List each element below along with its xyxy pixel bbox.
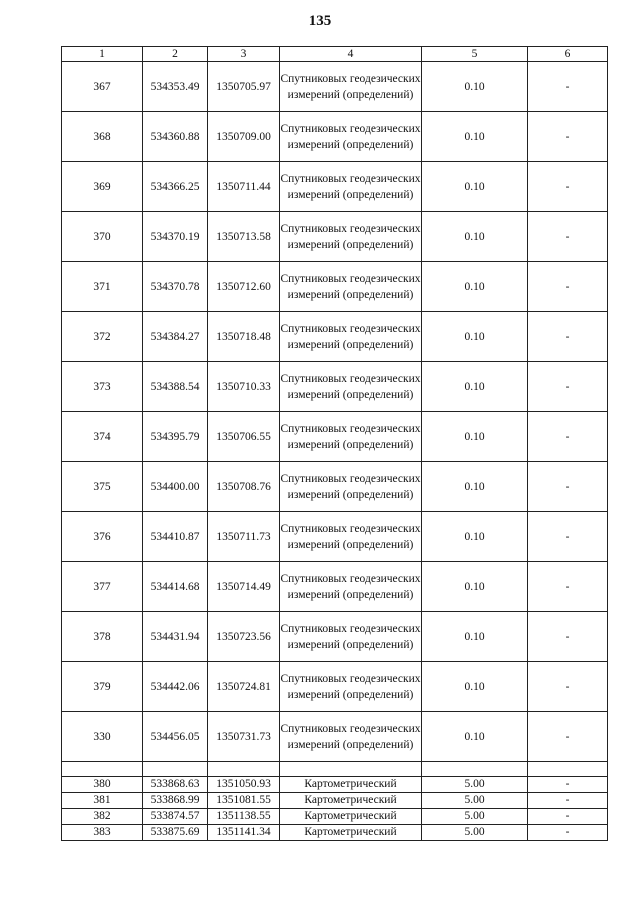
header-col-4: 4 — [280, 47, 422, 62]
cell-x-coordinate: 534360.88 — [143, 112, 208, 162]
cell-method: Спутниковых геодезических измерений (определений) — [280, 612, 422, 662]
cell-note: - — [528, 362, 608, 412]
table-row — [62, 362, 608, 412]
cell-point-number: 369 — [62, 162, 143, 212]
cell-x-coordinate: 534410.87 — [143, 512, 208, 562]
coordinates-table — [61, 46, 608, 841]
cell-y-coordinate: 1350712.60 — [208, 262, 280, 312]
cell-point-number: 372 — [62, 312, 143, 362]
cell-y-coordinate: 1350706.55 — [208, 412, 280, 462]
cell-accuracy: 0.10 — [422, 112, 528, 162]
table-row — [62, 412, 608, 462]
cell-accuracy: 0.10 — [422, 262, 528, 312]
cell-accuracy: 5.00 — [422, 777, 528, 793]
cell-method: Картометрический — [280, 809, 422, 825]
cell-y-coordinate: 1351081.55 — [208, 793, 280, 809]
cell-x-coordinate: 534456.05 — [143, 712, 208, 762]
cell-note: - — [528, 212, 608, 262]
cell-x-coordinate: 534395.79 — [143, 412, 208, 462]
cell-y-coordinate: 1350711.73 — [208, 512, 280, 562]
cell-point-number: 377 — [62, 562, 143, 612]
cell-note: - — [528, 462, 608, 512]
cell-x-coordinate: 534400.00 — [143, 462, 208, 512]
cell-method: Спутниковых геодезических измерений (определений) — [280, 362, 422, 412]
cell-y-coordinate: 1350714.49 — [208, 562, 280, 612]
cell-y-coordinate: 1350709.00 — [208, 112, 280, 162]
table-row — [62, 512, 608, 562]
empty-cell — [422, 762, 528, 777]
cell-x-coordinate: 534442.06 — [143, 662, 208, 712]
cell-point-number: 373 — [62, 362, 143, 412]
cell-note: - — [528, 793, 608, 809]
cell-accuracy: 0.10 — [422, 212, 528, 262]
cell-x-coordinate: 533875.69 — [143, 825, 208, 841]
cell-method: Спутниковых геодезических измерений (определений) — [280, 262, 422, 312]
cell-point-number: 382 — [62, 809, 143, 825]
table-header — [62, 47, 608, 62]
cell-method: Спутниковых геодезических измерений (определений) — [280, 112, 422, 162]
cell-y-coordinate: 1350705.97 — [208, 62, 280, 112]
table-row — [62, 112, 608, 162]
cell-point-number: 376 — [62, 512, 143, 562]
cell-accuracy: 5.00 — [422, 793, 528, 809]
cell-point-number: 330 — [62, 712, 143, 762]
cell-y-coordinate: 1350724.81 — [208, 662, 280, 712]
table-row — [62, 612, 608, 662]
cell-x-coordinate: 534388.54 — [143, 362, 208, 412]
table-row — [62, 162, 608, 212]
cell-point-number: 383 — [62, 825, 143, 841]
cell-point-number: 380 — [62, 777, 143, 793]
cell-method: Спутниковых геодезических измерений (определений) — [280, 512, 422, 562]
cell-point-number: 378 — [62, 612, 143, 662]
cell-y-coordinate: 1350711.44 — [208, 162, 280, 212]
header-col-2: 2 — [143, 47, 208, 62]
cell-method: Спутниковых геодезических измерений (определений) — [280, 562, 422, 612]
page-number: 135 — [308, 13, 332, 29]
cell-note: - — [528, 562, 608, 612]
table-row — [62, 562, 608, 612]
table-row — [62, 62, 608, 112]
cell-point-number: 370 — [62, 212, 143, 262]
cell-note: - — [528, 62, 608, 112]
table-row — [62, 662, 608, 712]
cell-y-coordinate: 1351050.93 — [208, 777, 280, 793]
cell-accuracy: 0.10 — [422, 62, 528, 112]
cell-method: Спутниковых геодезических измерений (определений) — [280, 712, 422, 762]
cell-y-coordinate: 1351141.34 — [208, 825, 280, 841]
table-row — [62, 312, 608, 362]
cell-x-coordinate: 534414.68 — [143, 562, 208, 612]
cell-accuracy: 0.10 — [422, 312, 528, 362]
cell-note: - — [528, 612, 608, 662]
cell-x-coordinate: 534370.78 — [143, 262, 208, 312]
cell-note: - — [528, 825, 608, 841]
cell-accuracy: 0.10 — [422, 662, 528, 712]
cell-accuracy: 0.10 — [422, 562, 528, 612]
cell-y-coordinate: 1350718.48 — [208, 312, 280, 362]
table-row — [62, 777, 608, 793]
cell-accuracy: 5.00 — [422, 809, 528, 825]
table-row — [62, 262, 608, 312]
empty-cell — [208, 762, 280, 777]
header-col-6: 6 — [528, 47, 608, 62]
cell-x-coordinate: 534353.49 — [143, 62, 208, 112]
cell-method: Спутниковых геодезических измерений (определений) — [280, 312, 422, 362]
table-row — [62, 462, 608, 512]
cell-method: Картометрический — [280, 825, 422, 841]
empty-cell — [143, 762, 208, 777]
cell-x-coordinate: 534366.25 — [143, 162, 208, 212]
cell-note: - — [528, 777, 608, 793]
header-col-1: 1 — [62, 47, 143, 62]
cell-x-coordinate: 534384.27 — [143, 312, 208, 362]
cell-accuracy: 0.10 — [422, 512, 528, 562]
cell-accuracy: 0.10 — [422, 362, 528, 412]
cell-point-number: 368 — [62, 112, 143, 162]
cell-point-number: 374 — [62, 412, 143, 462]
cell-method: Картометрический — [280, 793, 422, 809]
empty-cell — [528, 762, 608, 777]
table-row — [62, 712, 608, 762]
cell-y-coordinate: 1351138.55 — [208, 809, 280, 825]
cell-note: - — [528, 809, 608, 825]
cell-x-coordinate: 533868.63 — [143, 777, 208, 793]
cell-note: - — [528, 512, 608, 562]
header-col-5: 5 — [422, 47, 528, 62]
cell-method: Спутниковых геодезических измерений (определений) — [280, 162, 422, 212]
cell-method: Спутниковых геодезических измерений (определений) — [280, 412, 422, 462]
header-row — [62, 47, 608, 62]
cell-y-coordinate: 1350710.33 — [208, 362, 280, 412]
cell-method: Спутниковых геодезических измерений (определений) — [280, 212, 422, 262]
cell-y-coordinate: 1350713.58 — [208, 212, 280, 262]
cell-y-coordinate: 1350708.76 — [208, 462, 280, 512]
table-row — [62, 809, 608, 825]
cell-x-coordinate: 533874.57 — [143, 809, 208, 825]
cell-point-number: 379 — [62, 662, 143, 712]
cell-point-number: 375 — [62, 462, 143, 512]
cell-note: - — [528, 412, 608, 462]
cell-method: Спутниковых геодезических измерений (определений) — [280, 62, 422, 112]
cell-x-coordinate: 534370.19 — [143, 212, 208, 262]
cell-note: - — [528, 112, 608, 162]
table-body — [62, 62, 608, 841]
cell-accuracy: 0.10 — [422, 462, 528, 512]
cell-method: Картометрический — [280, 777, 422, 793]
cell-method: Спутниковых геодезических измерений (определений) — [280, 662, 422, 712]
empty-cell — [62, 762, 143, 777]
cell-method: Спутниковых геодезических измерений (определений) — [280, 462, 422, 512]
cell-point-number: 381 — [62, 793, 143, 809]
empty-cell — [280, 762, 422, 777]
cell-accuracy: 0.10 — [422, 612, 528, 662]
cell-accuracy: 0.10 — [422, 412, 528, 462]
cell-x-coordinate: 533868.99 — [143, 793, 208, 809]
cell-accuracy: 0.10 — [422, 162, 528, 212]
table-row — [62, 793, 608, 809]
cell-y-coordinate: 1350731.73 — [208, 712, 280, 762]
cell-accuracy: 0.10 — [422, 712, 528, 762]
cell-note: - — [528, 262, 608, 312]
cell-point-number: 367 — [62, 62, 143, 112]
cell-y-coordinate: 1350723.56 — [208, 612, 280, 662]
table-row — [62, 212, 608, 262]
cell-accuracy: 5.00 — [422, 825, 528, 841]
cell-x-coordinate: 534431.94 — [143, 612, 208, 662]
cell-point-number: 371 — [62, 262, 143, 312]
table-row — [62, 825, 608, 841]
cell-note: - — [528, 312, 608, 362]
cell-note: - — [528, 162, 608, 212]
cell-note: - — [528, 662, 608, 712]
header-col-3: 3 — [208, 47, 280, 62]
spacer-row — [62, 762, 608, 777]
cell-note: - — [528, 712, 608, 762]
